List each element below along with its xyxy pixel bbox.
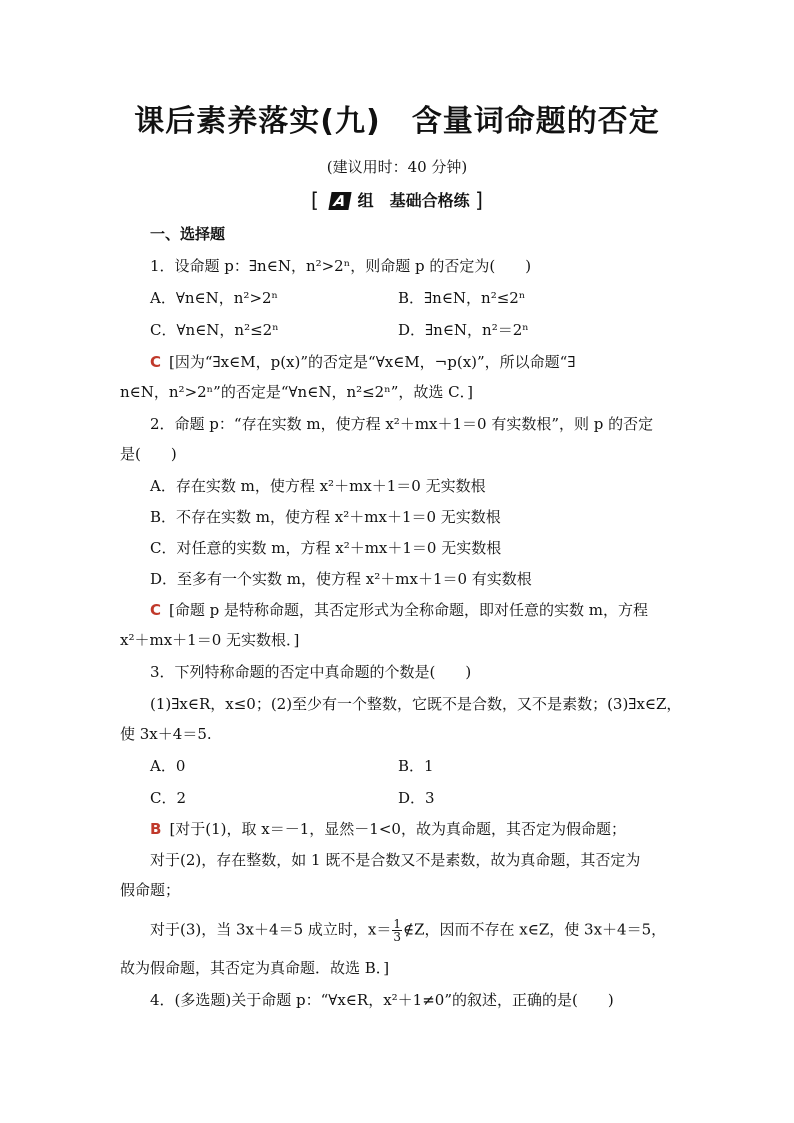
q3-answer: B — [150, 820, 162, 838]
page-title: 课后素养落实(九) 含量词命题的否定 — [134, 104, 660, 139]
q2-stem-line-2: 是( ) — [120, 445, 177, 463]
q3-explanation-line-5: 故为假命题，其否定为真命题．故选 B．] — [120, 959, 390, 977]
q1-answer: C — [150, 353, 162, 371]
q3-stem: 3．下列特称命题的否定中真命题的个数是( ) — [150, 663, 472, 681]
bracket-right: ] — [475, 188, 483, 212]
q2-answer: C — [150, 601, 162, 619]
fraction-denominator: 3 — [393, 930, 401, 944]
fraction-numerator: 1 — [393, 917, 401, 931]
q3-option-c: C．2 — [150, 789, 187, 807]
q2-option-c: C．对任意的实数 m，方程 x²＋mx＋1＝0 无实数根 — [150, 539, 502, 557]
q2-explanation-line-2: x²＋mx＋1＝0 无实数根．] — [120, 631, 300, 649]
q2-stem-line-1: 2．命题 p：“存在实数 m，使方程 x²＋mx＋1＝0 有实数根”，则 p 的否定 — [150, 415, 654, 433]
q3-items-line-1: (1)∃x∈R，x≤0；(2)至少有一个整数，它既不是合数，又不是素数；(3)∃x∈Z， — [150, 695, 682, 713]
q3-items-line-2: 使 3x＋4＝5. — [120, 725, 212, 743]
q1-explanation — [150, 352, 575, 372]
q3-option-a: A．0 — [150, 757, 186, 775]
q3-explanation-line-4-start: 对于(3)，当 3x＋4＝5 成立时，x＝ — [150, 920, 392, 939]
q3-explanation — [150, 819, 626, 839]
q1-option-d: D．∃n∈N，n²＝2ⁿ — [398, 321, 529, 339]
q2-option-a: A．存在实数 m，使方程 x²＋mx＋1＝0 无实数根 — [150, 477, 486, 495]
group-label: 组 基础合格练 — [357, 191, 470, 210]
q1-explanation-line-2: n∈N，n²>2ⁿ”的否定是“∀n∈N，n²≤2ⁿ”，故选 C．] — [120, 383, 473, 401]
q2-option-b: B．不存在实数 m，使方程 x²＋mx＋1＝0 无实数根 — [150, 508, 501, 526]
fraction-one-third — [392, 918, 402, 943]
section-heading: 一、选择题 — [150, 225, 226, 243]
q2-option-d: D．至多有一个实数 m，使方程 x²＋mx＋1＝0 有实数根 — [150, 570, 532, 588]
q2-explanation-line-1: [命题 p 是特称命题，其否定形式为全称命题，即对任意的实数 m，方程 — [169, 601, 649, 619]
group-header — [0, 188, 794, 212]
q4-stem: 4．(多选题)关于命题 p：“∀x∈R，x²＋1≠0”的叙述，正确的是( ) — [150, 991, 614, 1009]
q1-option-b: B．∃n∈N，n²≤2ⁿ — [398, 289, 526, 307]
q1-option-c: C．∀n∈N，n²≤2ⁿ — [150, 321, 279, 339]
q3-explanation-line-1: [对于(1)，取 x＝－1，显然－1<0，故为真命题，其否定为假命题； — [169, 820, 626, 838]
group-a-icon: A — [329, 192, 352, 210]
q1-explanation-line-1: [因为“∃x∈M，p(x)”的否定是“∀x∈M，¬p(x)”，所以命题“∃ — [169, 353, 576, 371]
q2-explanation — [150, 600, 648, 620]
q3-explanation-line-2: 对于(2)，存在整数，如 1 既不是合数又不是素数，故为真命题，其否定为 — [150, 851, 641, 869]
q3-option-d: D．3 — [398, 789, 435, 807]
q3-explanation-line-3: 假命题； — [120, 881, 181, 899]
q1-stem: 1．设命题 p：∃n∈N，n²>2ⁿ，则命题 p 的否定为( ) — [150, 257, 532, 275]
q3-option-b: B．1 — [398, 757, 434, 775]
q1-option-a: A．∀n∈N，n²>2ⁿ — [150, 289, 279, 307]
suggested-time: (建议用时：40 分钟) — [326, 158, 468, 176]
q3-explanation-line-4-end: ∉Z，因而不存在 x∈Z，使 3x＋4＝5， — [402, 920, 667, 939]
q3-explanation-line-4 — [150, 918, 666, 943]
bracket-left: [ — [311, 188, 319, 212]
